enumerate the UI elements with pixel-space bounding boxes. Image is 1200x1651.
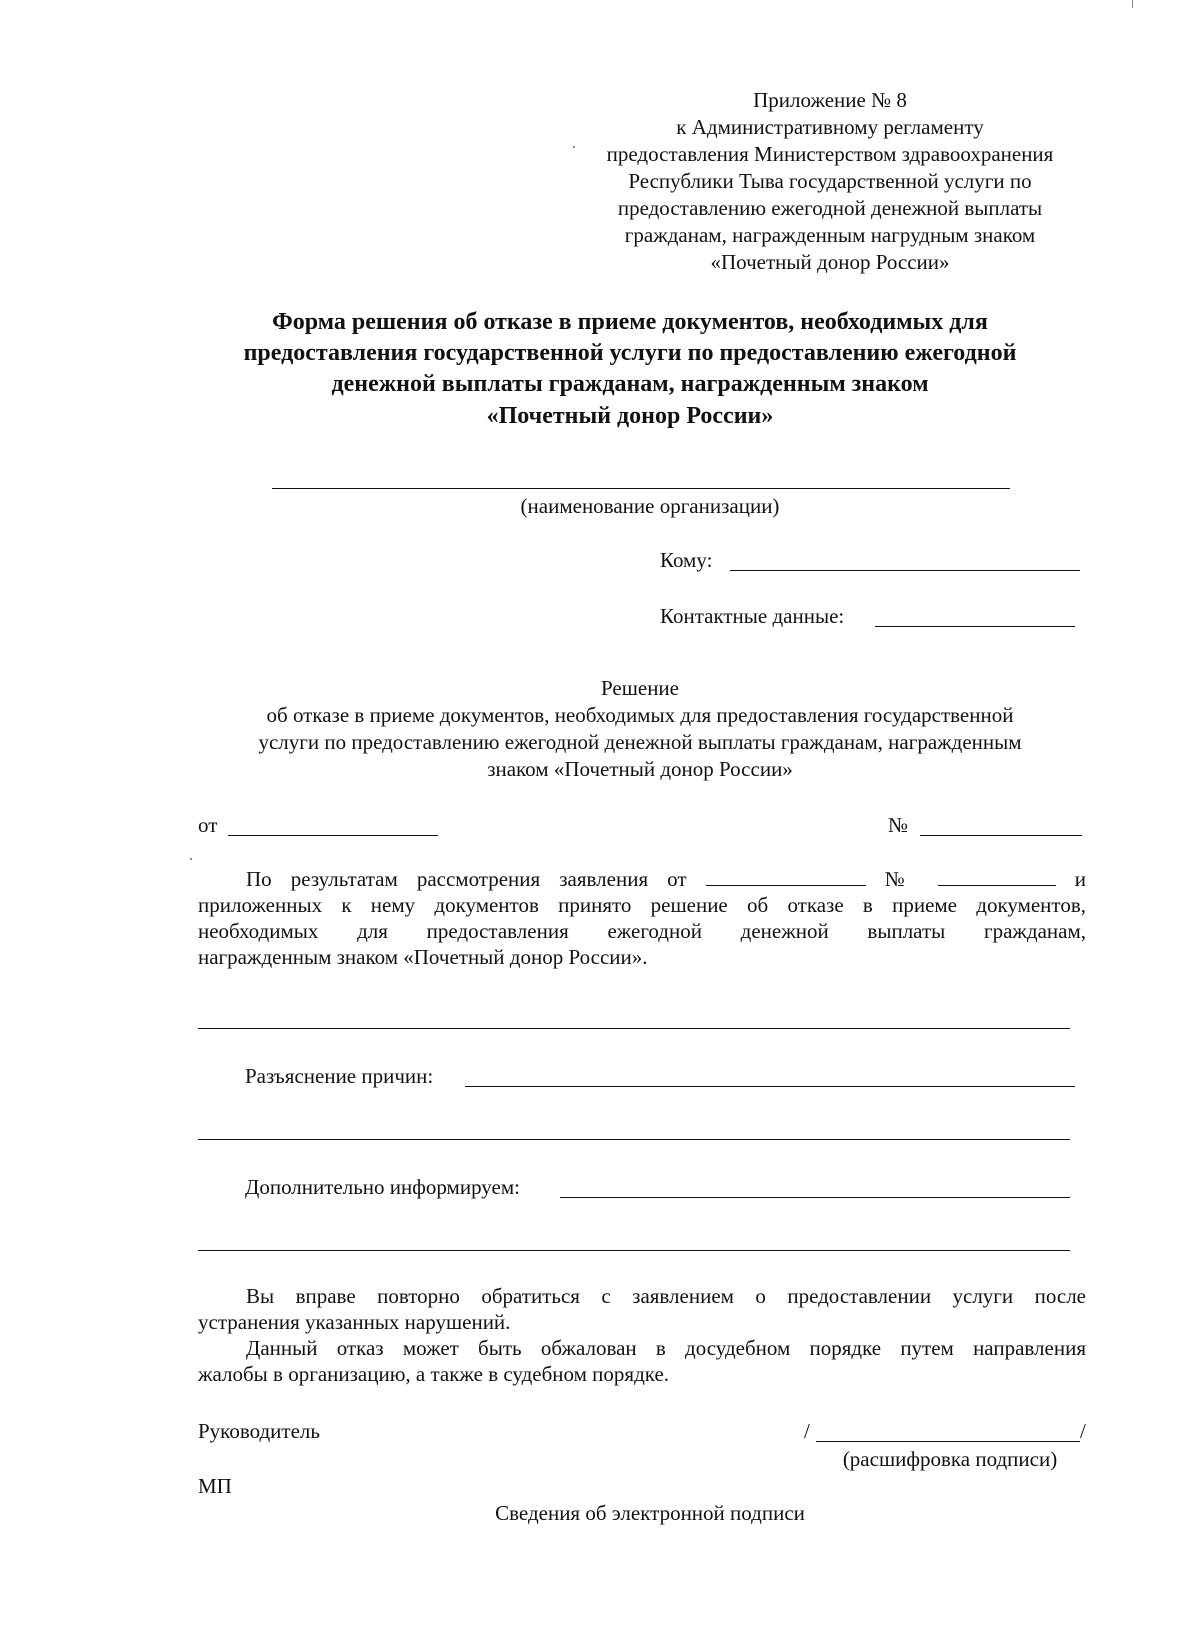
form-title-line: предоставления государственной услуги по предоставлению ежегодной: [243, 340, 1017, 366]
esign-label: Сведения об электронной подписи: [495, 1501, 805, 1525]
reasons-field-continued[interactable]: [198, 1139, 1070, 1140]
result-line: приложенных к нему документов принято решение об отказе в приеме документов,: [198, 893, 1086, 917]
appendix-line: «Почетный донор России»: [710, 250, 950, 274]
form-title-line: Форма решения об отказе в приеме документов, необходимых для: [272, 309, 988, 335]
application-date-field[interactable]: [706, 867, 866, 886]
appendix-line: гражданам, награжденным нагрудным знаком: [624, 223, 1036, 247]
contacts-label: Контактные данные:: [660, 604, 845, 628]
stamp-label: МП: [198, 1474, 232, 1498]
decision-number-field[interactable]: [920, 835, 1082, 836]
application-number-field[interactable]: [938, 867, 1056, 886]
recipient-field[interactable]: [730, 570, 1080, 571]
scan-mark: [190, 858, 192, 860]
application-number-label: №: [884, 867, 919, 891]
notice-line: устранения указанных нарушений.: [198, 1310, 511, 1334]
reasons-label: Разъяснение причин:: [245, 1064, 434, 1088]
head-label: Руководитель: [198, 1419, 320, 1443]
organization-name-field[interactable]: [272, 488, 1010, 489]
result-line: необходимых для предоставления ежегодной денежной выплаты гражданам,: [198, 919, 1086, 943]
decision-subtitle-line: об отказе в приеме документов, необходимых для предоставления государственной: [266, 703, 1014, 727]
decision-subtitle-line: услуги по предоставлению ежегодной денежной выплаты гражданам, награжденным: [258, 730, 1022, 754]
form-title-line: денежной выплаты гражданам, награжденным знаком: [331, 371, 929, 397]
appendix-number: Приложение № 8: [753, 88, 907, 112]
result-line: награжденным знаком «Почетный донор России».: [198, 945, 648, 969]
notice-text: Вы вправе повторно обратиться с заявлением о предоставлении услуги после: [246, 1284, 1086, 1308]
signature-slash-right: /: [1080, 1419, 1086, 1443]
reasons-field[interactable]: [465, 1086, 1075, 1087]
appendix-line: Республики Тыва государственной услуги по: [628, 169, 1032, 193]
date-label: от: [198, 813, 218, 837]
recipient-label: Кому:: [660, 548, 713, 572]
signature-caption: (расшифровка подписи): [842, 1447, 1058, 1471]
decision-subtitle-line: знаком «Почетный донор России»: [487, 757, 793, 781]
appendix-line: предоставлению ежегодной денежной выплаты: [617, 196, 1043, 220]
notice-paragraph: [198, 1283, 1086, 1387]
notice-text: Данный отказ может быть обжалован в досудебном порядке путем направления: [246, 1336, 1086, 1360]
number-label: №: [888, 813, 909, 837]
form-title-line: «Почетный донор России»: [486, 403, 774, 429]
additional-info-label: Дополнительно информируем:: [245, 1175, 520, 1199]
result-line: [198, 866, 1086, 892]
free-text-line[interactable]: [198, 1028, 1070, 1029]
additional-info-field-continued[interactable]: [198, 1250, 1070, 1251]
appendix-line: предоставления Министерством здравоохранения: [606, 142, 1054, 166]
contacts-field[interactable]: [875, 626, 1075, 627]
notice-line: [198, 1283, 1086, 1309]
decision-heading: Решение: [600, 676, 679, 700]
notice-line: [198, 1335, 1086, 1361]
result-paragraph: [198, 866, 1086, 970]
notice-line: жалобы в организацию, а также в судебном порядке.: [198, 1362, 670, 1386]
additional-info-field[interactable]: [560, 1197, 1070, 1198]
result-text: По результатам рассмотрения заявления от: [246, 867, 687, 891]
scan-mark: [1132, 0, 1133, 8]
organization-caption: (наименование организации): [520, 494, 780, 518]
appendix-line: к Административному регламенту: [676, 115, 984, 139]
result-text: и: [1074, 867, 1087, 891]
decision-date-field[interactable]: [228, 835, 438, 836]
signature-slash-left: /: [804, 1419, 810, 1443]
signature-field[interactable]: [816, 1441, 1080, 1442]
